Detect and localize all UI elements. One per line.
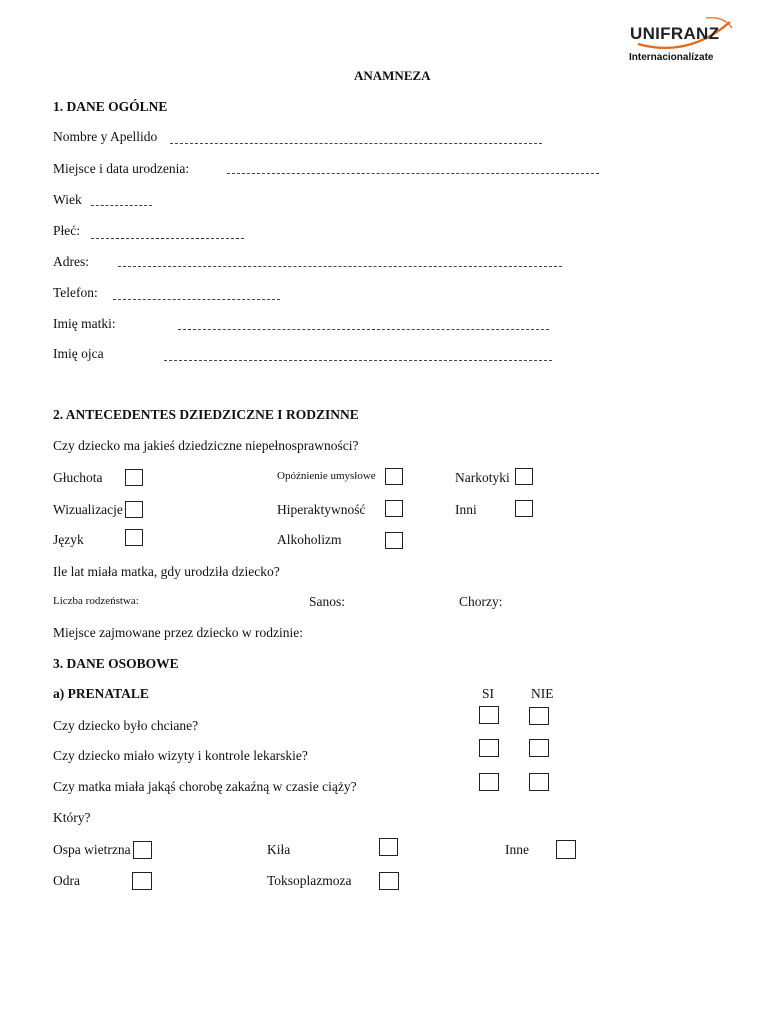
checkbox-visualization[interactable] bbox=[125, 501, 143, 518]
field-line-age[interactable] bbox=[91, 205, 152, 206]
option-label-hyperactivity: Hiperaktywność bbox=[277, 502, 366, 517]
unifranz-logo bbox=[628, 14, 738, 66]
sick-label: Chorzy: bbox=[459, 594, 503, 609]
disease-label-measles: Odra bbox=[53, 873, 80, 888]
checkbox-drugs[interactable] bbox=[515, 468, 533, 485]
question-wanted: Czy dziecko było chciane? bbox=[53, 718, 199, 733]
option-label-language: Język bbox=[53, 532, 84, 547]
checkbox-wanted-yes[interactable] bbox=[479, 706, 499, 724]
checkbox-syphilis[interactable] bbox=[379, 838, 398, 856]
page-title: ANAMNEZA bbox=[354, 68, 431, 83]
checkbox-measles[interactable] bbox=[132, 872, 152, 890]
checkbox-wanted-no[interactable] bbox=[529, 707, 549, 725]
disease-label-chickenpox: Ospa wietrzna bbox=[53, 842, 131, 857]
checkbox-visits-yes[interactable] bbox=[479, 739, 499, 757]
checkbox-hyperactivity[interactable] bbox=[385, 500, 403, 517]
mother-age-question: Ile lat miała matka, gdy urodziła dziecko? bbox=[53, 564, 280, 579]
field-label-father-name: Imię ojca bbox=[53, 346, 104, 361]
which-label: Który? bbox=[53, 810, 91, 825]
checkbox-alcoholism[interactable] bbox=[385, 532, 403, 549]
checkbox-infection-yes[interactable] bbox=[479, 773, 499, 791]
logo-wordmark: UNIFRANZ bbox=[630, 24, 720, 43]
option-label-others: Inni bbox=[455, 502, 477, 517]
field-label-birth: Miejsce i data urodzenia: bbox=[53, 161, 190, 176]
field-line-birth[interactable] bbox=[227, 173, 599, 174]
question-medical-visits: Czy dziecko miało wizyty i kontrole lekarskie? bbox=[53, 748, 308, 763]
field-line-father-name[interactable] bbox=[164, 360, 552, 361]
checkbox-language[interactable] bbox=[125, 529, 143, 546]
option-label-mental-delay: Opóźnienie umysłowe bbox=[277, 470, 376, 482]
healthy-label: Sanos: bbox=[309, 594, 346, 609]
field-label-name: Nombre y Apellido bbox=[53, 129, 158, 144]
field-line-name[interactable] bbox=[170, 143, 542, 144]
checkbox-infection-no[interactable] bbox=[529, 773, 549, 791]
section3-heading: 3. DANE OSOBOWE bbox=[53, 656, 179, 671]
yes-column-label: SI bbox=[482, 686, 495, 701]
field-line-mother-name[interactable] bbox=[178, 329, 549, 330]
disease-label-syphilis: Kiła bbox=[267, 842, 291, 857]
family-position-question: Miejsce zajmowane przez dziecko w rodzinie: bbox=[53, 625, 304, 640]
field-label-age: Wiek bbox=[53, 192, 82, 207]
field-line-address[interactable] bbox=[118, 266, 562, 267]
checkbox-others[interactable] bbox=[515, 500, 533, 517]
disease-label-toxoplasmosis: Toksoplazmoza bbox=[267, 873, 352, 888]
section1-heading: 1. DANE OGÓLNE bbox=[53, 99, 168, 114]
option-label-deafness: Głuchota bbox=[53, 470, 103, 485]
logo-tagline: Internacionalízate bbox=[629, 52, 714, 63]
field-line-phone[interactable] bbox=[113, 299, 280, 300]
question-infectious-disease: Czy matka miała jakąś chorobę zakaźną w czasie ciąży? bbox=[53, 779, 357, 794]
option-label-visualization: Wizualizacje bbox=[53, 502, 123, 517]
checkbox-chickenpox[interactable] bbox=[133, 841, 152, 859]
option-label-alcoholism: Alkoholizm bbox=[277, 532, 342, 547]
hereditary-question: Czy dziecko ma jakieś dziedziczne niepełnosprawności? bbox=[53, 438, 359, 453]
field-label-phone: Telefon: bbox=[53, 285, 98, 300]
disease-label-other: Inne bbox=[505, 842, 529, 857]
field-label-mother-name: Imię matki: bbox=[53, 316, 116, 331]
option-label-drugs: Narkotyki bbox=[455, 470, 510, 485]
prenatal-subheading: a) PRENATALE bbox=[53, 686, 149, 701]
siblings-label: Liczba rodzeństwa: bbox=[53, 595, 139, 607]
checkbox-deafness[interactable] bbox=[125, 469, 143, 486]
field-label-address: Adres: bbox=[53, 254, 89, 269]
field-line-sex[interactable] bbox=[91, 238, 244, 239]
checkbox-visits-no[interactable] bbox=[529, 739, 549, 757]
checkbox-other-disease[interactable] bbox=[556, 840, 576, 859]
checkbox-mental-delay[interactable] bbox=[385, 468, 403, 485]
section2-heading: 2. ANTECEDENTES DZIEDZICZNE I RODZINNE bbox=[53, 407, 359, 422]
no-column-label: NIE bbox=[531, 686, 554, 701]
checkbox-toxoplasmosis[interactable] bbox=[379, 872, 399, 890]
field-label-sex: Płeć: bbox=[53, 223, 80, 238]
